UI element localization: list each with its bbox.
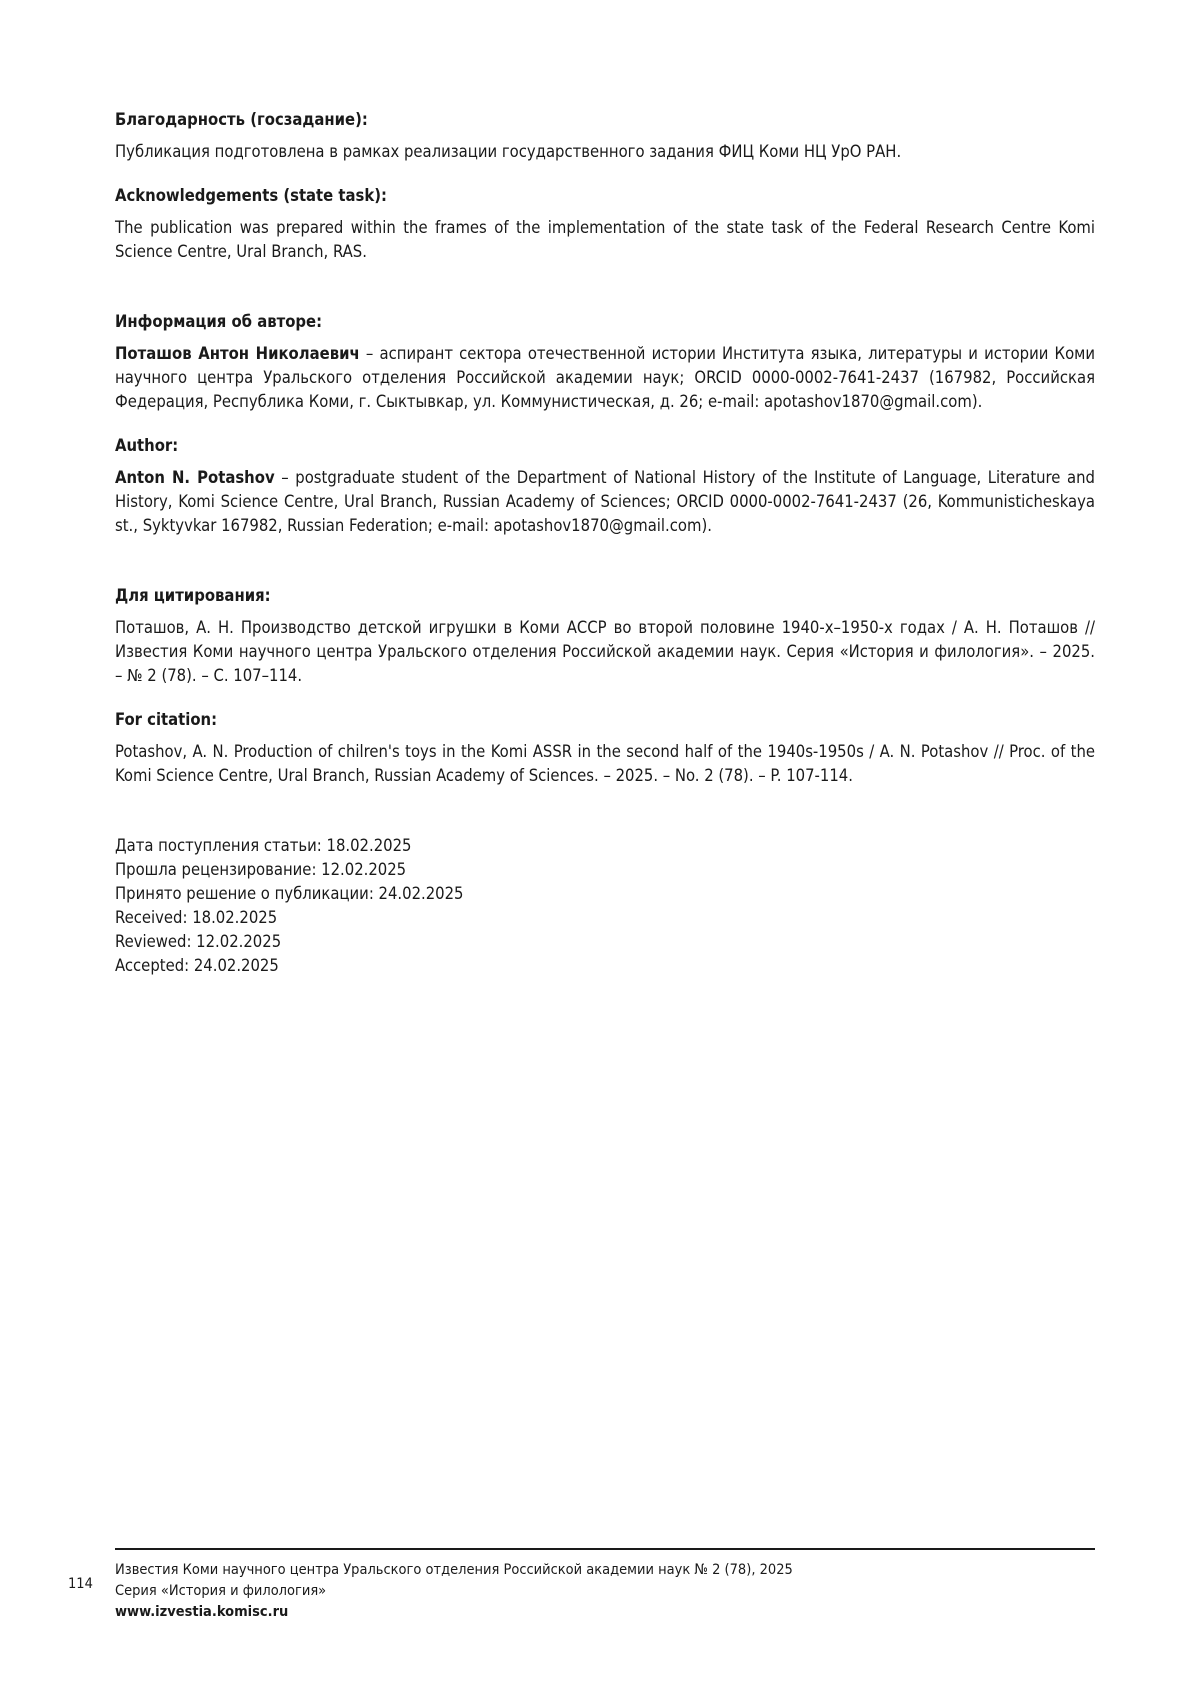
page-number: 114 <box>68 1576 93 1592</box>
section-heading: Информация об авторе: <box>115 312 323 331</box>
citation-ru <box>115 584 1095 688</box>
section-text: The publication was prepared within the frames of the implementation of the state task of the Federal Research Centre Komi Science Centre, Ural Branch, RAS. <box>115 218 1095 261</box>
author-description <box>115 342 1095 414</box>
author-description <box>115 466 1095 538</box>
citation-text: Поташов, А. Н. Производство детской игрушки в Коми АССР во второй половине 1940-х–1950-х годах / А. Н. Поташов // Известия Коми научного центра Уральского отделения Российской академии наук. Серия «История и филология». – 2025. – № 2 (78). – С. 107–114. <box>115 618 1095 685</box>
date-received-en: Received: 18.02.2025 <box>115 908 278 927</box>
author-info-ru <box>115 310 1095 414</box>
section-heading: For citation: <box>115 710 218 729</box>
date-received-ru: Дата поступления статьи: 18.02.2025 <box>115 836 412 855</box>
acknowledgements-ru <box>115 108 1095 164</box>
author-info-en <box>115 434 1095 538</box>
date-accepted-ru: Принято решение о публикации: 24.02.2025 <box>115 884 464 903</box>
date-accepted-en: Accepted: 24.02.2025 <box>115 956 279 975</box>
article-dates <box>115 834 1095 978</box>
acknowledgements-en <box>115 184 1095 264</box>
section-heading: Author: <box>115 436 179 455</box>
citation-en <box>115 708 1095 788</box>
date-reviewed-en: Reviewed: 12.02.2025 <box>115 932 282 951</box>
section-heading: Благодарность (госзадание): <box>115 110 368 129</box>
section-text: Публикация подготовлена в рамках реализации государственного задания ФИЦ Коми НЦ УрО РАН. <box>115 142 902 161</box>
section-heading: Для цитирования: <box>115 586 271 605</box>
author-name: Anton N. Potashov <box>115 468 275 487</box>
page-footer <box>115 1548 1095 1623</box>
section-heading: Acknowledgements (state task): <box>115 186 387 205</box>
citation-text: Potashov, A. N. Production of chilren's toys in the Komi ASSR in the second half of the 1940s-1950s / A. N. Potashov // Proc. of the Komi Science Centre, Ural Branch, Russian Academy of Sciences. – 2025. – No. 2 (78). – P. 107-114. <box>115 742 1095 785</box>
page-content <box>115 108 1095 978</box>
footer-url: www.izvestia.komisc.ru <box>115 1604 289 1620</box>
footer-series: Серия «История и филология» <box>115 1583 327 1599</box>
author-details: – postgraduate student of the Department of National History of the Institute of Language, Literature and History, Komi Science Centre, Ural Branch, Russian Academy of Sciences; ORCID 0000-0002-7641-2437 (26, Kommunisticheskaya st., Syktyvkar 167982, Russian Federation; e-mail: apotashov1870@gmail.com). <box>115 468 1095 535</box>
footer-journal-title: Известия Коми научного центра Уральского отделения Российской академии наук № 2 (78), 2025 <box>115 1562 793 1578</box>
author-details: – аспирант сектора отечественной истории Института языка, литературы и истории Коми научного центра Уральского отделения Российской академии наук; ORCID 0000-0002-7641-2437 (167982, Российская Федерация, Республика Коми, г. Сыктывкар, ул. Коммунистическая, д. 26; e-mail: apotashov1870@gmail.com). <box>115 344 1095 411</box>
date-reviewed-ru: Прошла рецензирование: 12.02.2025 <box>115 860 407 879</box>
author-name: Поташов Антон Николаевич <box>115 344 360 363</box>
